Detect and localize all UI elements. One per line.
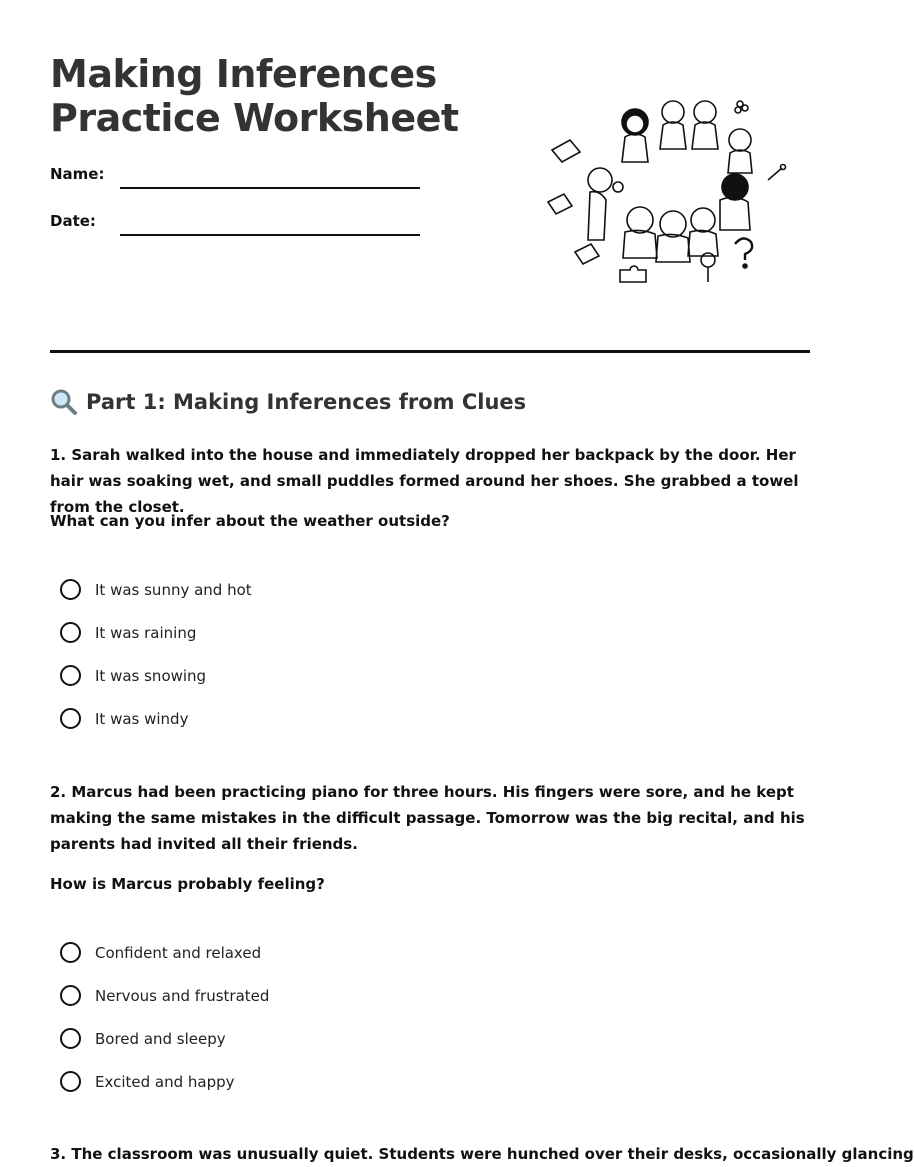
book-icon [548,194,572,214]
section-title [50,388,526,416]
radio-button[interactable] [60,985,81,1006]
section-title-text: Part 1: Making Inferences from Clues [86,390,527,414]
radio-button[interactable] [60,942,81,963]
radio-button[interactable] [60,1028,81,1049]
question-1-option-4[interactable] [60,708,188,729]
question-1-prompt: What can you infer about the weather outside? [50,512,450,530]
child-figure [728,129,752,173]
radio-button[interactable] [60,579,81,600]
question-2-option-1[interactable] [60,942,261,963]
question-2-prompt: How is Marcus probably feeling? [50,875,325,893]
magnifier-icon [613,182,623,192]
question-2-option-3[interactable] [60,1028,226,1049]
child-figure [588,168,612,240]
option-label: Bored and sleepy [95,1029,226,1048]
magnifying-glass-icon [50,388,78,416]
option-label: It was raining [95,623,197,642]
name-label: Name: [50,165,105,183]
child-figure [660,101,686,149]
question-mark-icon [735,238,752,260]
title-line-2: Practice Worksheet [50,96,459,140]
balloon-icon [701,253,715,267]
radio-button[interactable] [60,708,81,729]
question-1-option-3[interactable] [60,665,206,686]
option-label: It was sunny and hot [95,580,252,599]
wand-icon [768,168,782,180]
title-line-1: Making Inferences [50,52,437,96]
child-figure [692,101,718,149]
question-1-option-1[interactable] [60,579,252,600]
question-2-text: 2. Marcus had been practicing piano for three hours. His fingers were sore, and he kept making the same mistakes in the difficult passage. Tomorrow was the big recital, and his parents had invited all their friends. [50,783,805,853]
book-icon [575,244,599,264]
option-label: It was windy [95,709,189,728]
option-label: It was snowing [95,666,207,685]
radio-button[interactable] [60,1071,81,1092]
option-label: Nervous and frustrated [95,986,270,1005]
child-figure [656,211,690,262]
question-1-option-2[interactable] [60,622,196,643]
question-2-option-4[interactable] [60,1071,235,1092]
date-label: Date: [50,212,96,230]
date-field[interactable] [120,234,420,236]
radio-button[interactable] [60,622,81,643]
children-reading-illustration [540,92,790,297]
question-3-text: 3. The classroom was unusually quiet. Students were hunched over their desks, occasionally glancing [50,1145,914,1163]
child-figure [688,208,718,256]
puzzle-piece-icon [620,266,646,282]
worksheet-title [50,52,490,140]
question-1-text: 1. Sarah walked into the house and immediately dropped her backpack by the door. Her hair was soaking wet, and small puddles formed around her shoes. She grabbed a towel from the closet. [50,446,799,516]
radio-button[interactable] [60,665,81,686]
name-field[interactable] [120,187,420,189]
header-divider [50,350,810,353]
book-icon [552,140,580,162]
child-figure [622,109,648,162]
option-label: Confident and relaxed [95,943,262,962]
child-figure [623,207,657,258]
option-label: Excited and happy [95,1072,235,1091]
question-2-option-2[interactable] [60,985,269,1006]
child-figure [720,174,750,230]
